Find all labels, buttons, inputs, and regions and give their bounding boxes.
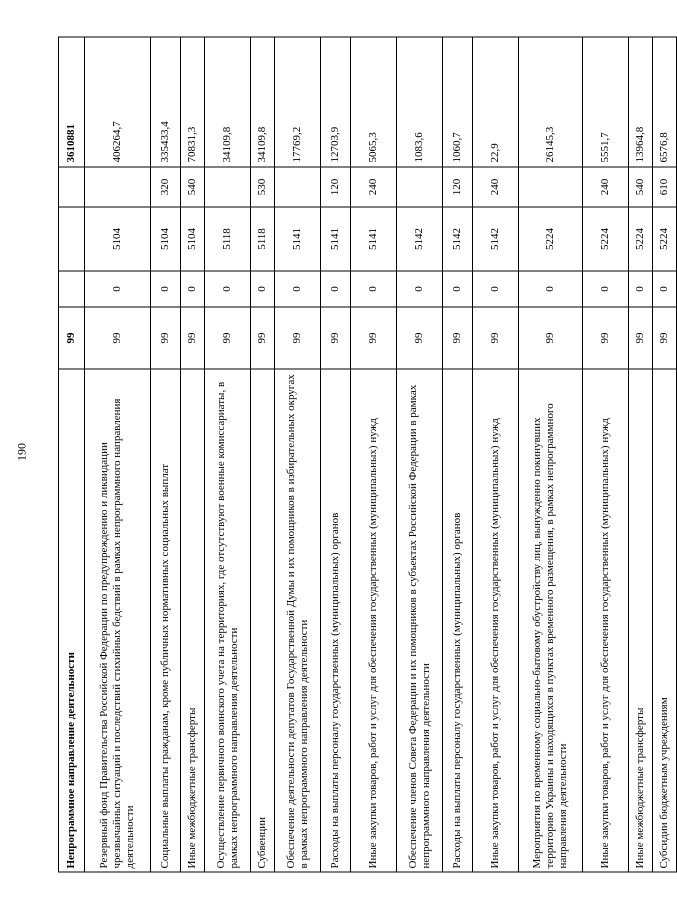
expense-type-code-cell bbox=[205, 167, 251, 207]
expense-type-code-cell: 540 bbox=[181, 167, 205, 207]
subprogram-code-cell: 0 bbox=[473, 271, 519, 307]
program-code-cell: 99 bbox=[653, 307, 677, 369]
expense-name-cell: Мероприятия по временному социально-бытовому обустройству лиц, вынужденно покинувших территорию Украины и находящихся в пунктах временного размещения, в рамках непрограммного направления деятельности bbox=[519, 369, 583, 872]
direction-code-cell: 5104 bbox=[181, 207, 205, 271]
amount-cell: 22,9 bbox=[473, 37, 519, 167]
amount-cell: 13964,8 bbox=[629, 37, 653, 167]
amount-cell: 1060,7 bbox=[443, 37, 473, 167]
direction-code-cell: 5224 bbox=[519, 207, 583, 271]
amount-cell: 3610881 bbox=[59, 37, 85, 167]
table-row bbox=[251, 37, 275, 872]
expense-name-cell: Иные межбюджетные трансферты bbox=[181, 369, 205, 872]
program-code-cell: 99 bbox=[519, 307, 583, 369]
table-row bbox=[397, 37, 443, 872]
expense-type-code-cell: 240 bbox=[473, 167, 519, 207]
direction-code-cell: 5142 bbox=[443, 207, 473, 271]
subprogram-code-cell: 0 bbox=[397, 271, 443, 307]
subprogram-code-cell: 0 bbox=[321, 271, 351, 307]
expense-type-code-cell bbox=[519, 167, 583, 207]
direction-code-cell: 5224 bbox=[653, 207, 677, 271]
expense-name-cell: Расходы на выплаты персоналу государственных (муниципальных) органов bbox=[321, 369, 351, 872]
expense-type-code-cell bbox=[397, 167, 443, 207]
program-code-cell: 99 bbox=[205, 307, 251, 369]
table-row bbox=[151, 37, 181, 872]
program-code-cell: 99 bbox=[629, 307, 653, 369]
amount-cell: 70831,3 bbox=[181, 37, 205, 167]
program-code-cell: 99 bbox=[473, 307, 519, 369]
expense-type-code-cell: 240 bbox=[351, 167, 397, 207]
program-code-cell: 99 bbox=[151, 307, 181, 369]
expense-name-cell: Социальные выплаты гражданам, кроме публичных нормативных социальных выплат bbox=[151, 369, 181, 872]
subprogram-code-cell bbox=[59, 271, 85, 307]
program-code-cell: 99 bbox=[251, 307, 275, 369]
direction-code-cell: 5104 bbox=[85, 207, 151, 271]
table-row bbox=[205, 37, 251, 872]
program-code-cell: 99 bbox=[321, 307, 351, 369]
table-row bbox=[473, 37, 519, 872]
amount-cell: 34109,8 bbox=[205, 37, 251, 167]
direction-code-cell bbox=[59, 207, 85, 271]
expense-name-cell: Иные закупки товаров, работ и услуг для обеспечения государственных (муниципальных) нужд bbox=[351, 369, 397, 872]
amount-cell: 1083,6 bbox=[397, 37, 443, 167]
amount-cell: 406264,7 bbox=[85, 37, 151, 167]
table-row bbox=[653, 37, 677, 872]
table-row bbox=[519, 37, 583, 872]
table-row bbox=[351, 37, 397, 872]
program-code-cell: 99 bbox=[85, 307, 151, 369]
program-code-cell: 99 bbox=[181, 307, 205, 369]
subprogram-code-cell: 0 bbox=[443, 271, 473, 307]
expense-name-cell: Иные закупки товаров, работ и услуг для обеспечения государственных (муниципальных) нужд bbox=[583, 369, 629, 872]
program-code-cell: 99 bbox=[443, 307, 473, 369]
budget-table bbox=[58, 37, 677, 873]
direction-code-cell: 5104 bbox=[151, 207, 181, 271]
expense-name-cell: Иные межбюджетные трансферты bbox=[629, 369, 653, 872]
expense-name-cell: Резервный фонд Правительства Российской Федерации по предупреждению и ликвидации чрезвычайных ситуаций и последствий стихийных бедствий в рамках непрограммного направления деятельности bbox=[85, 369, 151, 872]
subprogram-code-cell: 0 bbox=[85, 271, 151, 307]
expense-type-code-cell bbox=[85, 167, 151, 207]
program-code-cell: 99 bbox=[397, 307, 443, 369]
table-row bbox=[181, 37, 205, 872]
direction-code-cell: 5141 bbox=[275, 207, 321, 271]
expense-type-code-cell: 120 bbox=[443, 167, 473, 207]
table-row bbox=[629, 37, 653, 872]
subprogram-code-cell: 0 bbox=[583, 271, 629, 307]
table-row bbox=[85, 37, 151, 872]
expense-name-cell: Обеспечение членов Совета Федерации и их помощников в субъектах Российской Федерации в рамках непрограммного направления деятельности bbox=[397, 369, 443, 872]
expense-name-cell: Иные закупки товаров, работ и услуг для обеспечения государственных (муниципальных) нужд bbox=[473, 369, 519, 872]
amount-cell: 34109,8 bbox=[251, 37, 275, 167]
direction-code-cell: 5224 bbox=[629, 207, 653, 271]
table-row bbox=[321, 37, 351, 872]
expense-type-code-cell bbox=[59, 167, 85, 207]
program-code-cell: 99 bbox=[59, 307, 85, 369]
amount-cell: 5065,3 bbox=[351, 37, 397, 167]
subprogram-code-cell: 0 bbox=[629, 271, 653, 307]
amount-cell: 26145,3 bbox=[519, 37, 583, 167]
subprogram-code-cell: 0 bbox=[205, 271, 251, 307]
subprogram-code-cell: 0 bbox=[351, 271, 397, 307]
expense-name-cell: Субсидии бюджетным учреждениям bbox=[653, 369, 677, 872]
direction-code-cell: 5118 bbox=[205, 207, 251, 271]
table-row bbox=[275, 37, 321, 872]
direction-code-cell: 5141 bbox=[321, 207, 351, 271]
expense-type-code-cell: 120 bbox=[321, 167, 351, 207]
expense-type-code-cell: 530 bbox=[251, 167, 275, 207]
expense-name-cell: Осуществление первичного воинского учета на территориях, где отсутствуют военные комиссариаты, в рамках непрограммного направления деятельности bbox=[205, 369, 251, 872]
direction-code-cell: 5224 bbox=[583, 207, 629, 271]
subprogram-code-cell: 0 bbox=[275, 271, 321, 307]
direction-code-cell: 5142 bbox=[473, 207, 519, 271]
amount-cell: 6576,8 bbox=[653, 37, 677, 167]
expense-type-code-cell: 240 bbox=[583, 167, 629, 207]
program-code-cell: 99 bbox=[351, 307, 397, 369]
subprogram-code-cell: 0 bbox=[519, 271, 583, 307]
program-code-cell: 99 bbox=[275, 307, 321, 369]
page-number: 190 bbox=[14, 443, 29, 461]
expense-type-code-cell: 610 bbox=[653, 167, 677, 207]
expense-name-cell: Расходы на выплаты персоналу государственных (муниципальных) органов bbox=[443, 369, 473, 872]
subprogram-code-cell: 0 bbox=[653, 271, 677, 307]
expense-name-cell: Непрограммное направление деятельности bbox=[59, 369, 85, 872]
amount-cell: 335433,4 bbox=[151, 37, 181, 167]
rotated-table-container bbox=[58, 38, 671, 873]
direction-code-cell: 5118 bbox=[251, 207, 275, 271]
direction-code-cell: 5141 bbox=[351, 207, 397, 271]
table-row bbox=[59, 37, 85, 872]
amount-cell: 17769,2 bbox=[275, 37, 321, 167]
budget-table-body bbox=[59, 37, 677, 872]
subprogram-code-cell: 0 bbox=[251, 271, 275, 307]
expense-type-code-cell: 320 bbox=[151, 167, 181, 207]
amount-cell: 5551,7 bbox=[583, 37, 629, 167]
expense-name-cell: Обеспечение деятельности депутатов Государственной Думы и их помощников в избирательных округах в рамках непрограммного направления деятельности bbox=[275, 369, 321, 872]
expense-type-code-cell: 540 bbox=[629, 167, 653, 207]
table-row bbox=[443, 37, 473, 872]
table-row bbox=[583, 37, 629, 872]
amount-cell: 12703,9 bbox=[321, 37, 351, 167]
direction-code-cell: 5142 bbox=[397, 207, 443, 271]
program-code-cell: 99 bbox=[583, 307, 629, 369]
subprogram-code-cell: 0 bbox=[181, 271, 205, 307]
expense-name-cell: Субвенции bbox=[251, 369, 275, 872]
expense-type-code-cell bbox=[275, 167, 321, 207]
subprogram-code-cell: 0 bbox=[151, 271, 181, 307]
